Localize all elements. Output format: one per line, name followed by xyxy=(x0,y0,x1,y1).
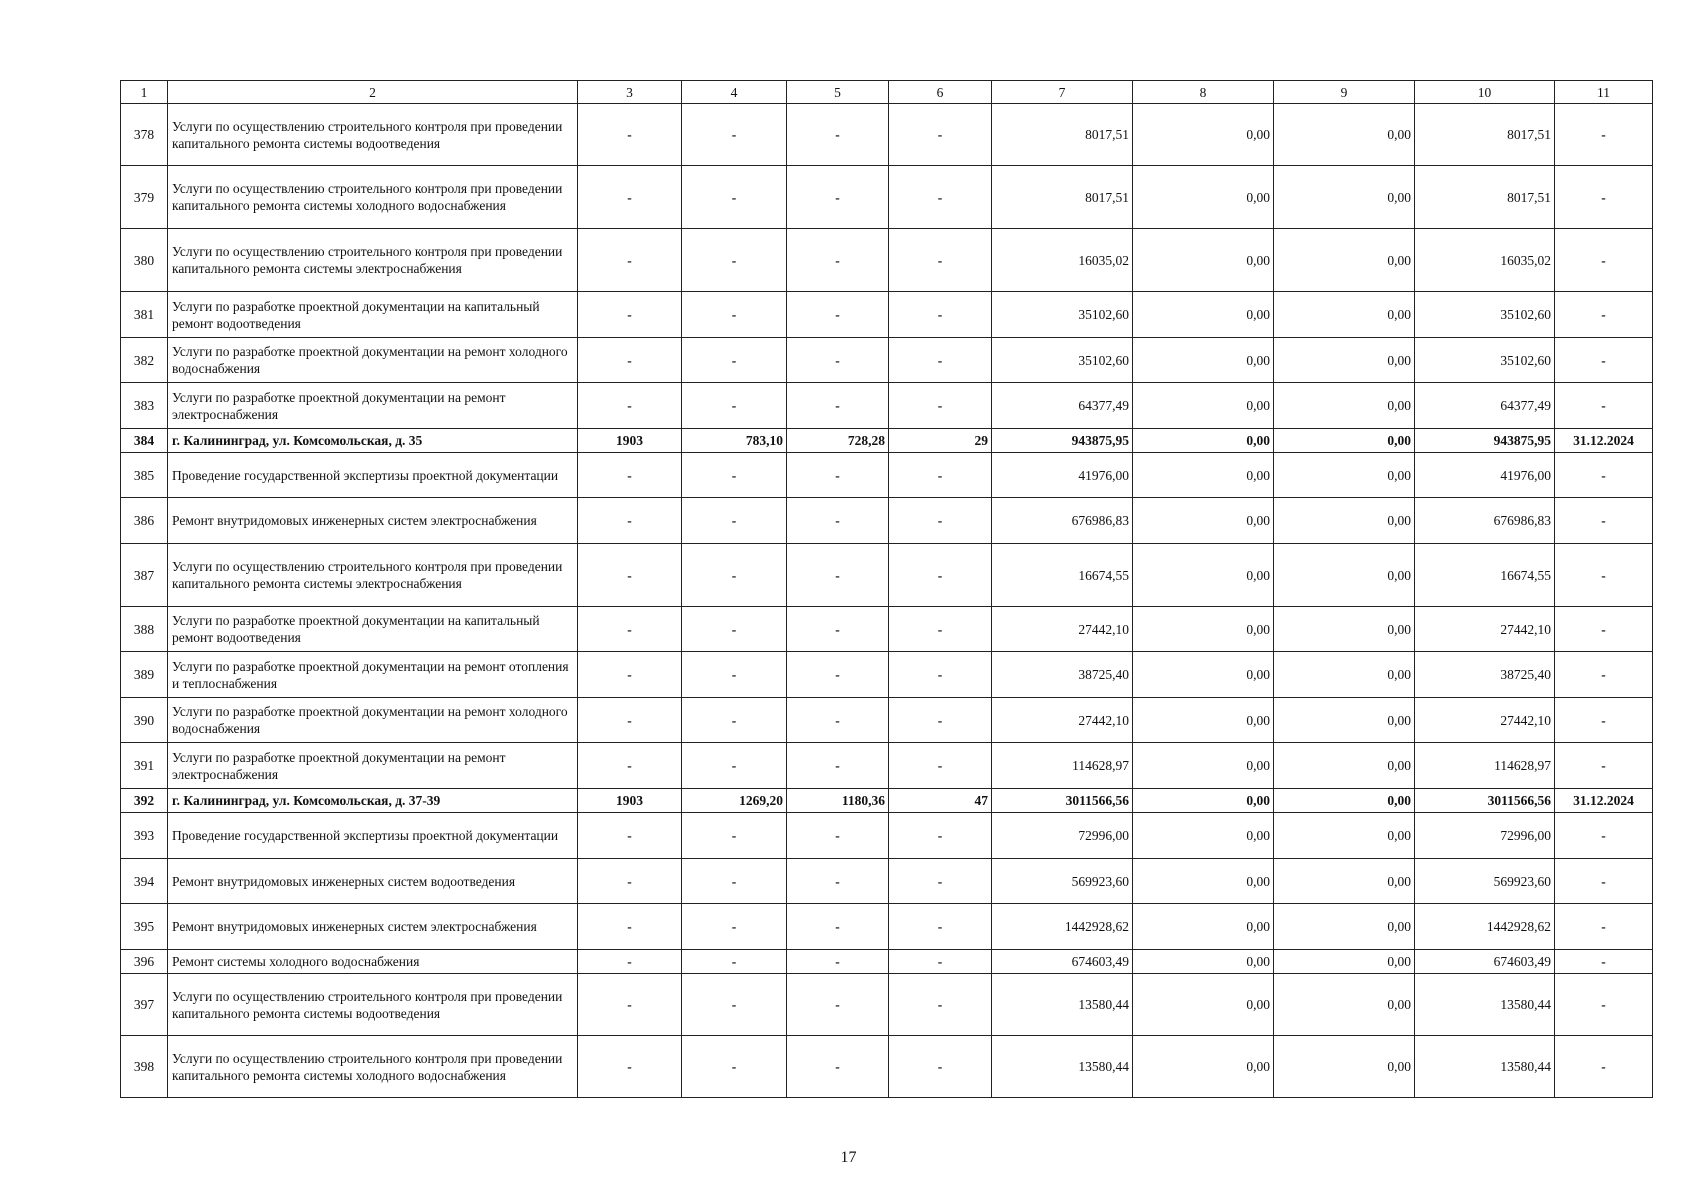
row-number-cell: 387 xyxy=(121,544,168,607)
col-11-cell: - xyxy=(1555,813,1653,859)
row-number-cell: 381 xyxy=(121,292,168,338)
col-9-cell: 0,00 xyxy=(1274,813,1415,859)
table-row xyxy=(121,453,1653,498)
table-row xyxy=(121,698,1653,743)
header-cell: 1 xyxy=(121,81,168,104)
col-7-cell: 16674,55 xyxy=(992,544,1133,607)
col-11-cell: - xyxy=(1555,652,1653,698)
col-11-cell: - xyxy=(1555,498,1653,544)
col-3-cell: - xyxy=(578,974,682,1036)
col-3-cell: - xyxy=(578,229,682,292)
col-8-cell: 0,00 xyxy=(1133,813,1274,859)
col-7-cell: 676986,83 xyxy=(992,498,1133,544)
col-10-cell: 27442,10 xyxy=(1415,698,1555,743)
capital-repair-table xyxy=(120,80,1653,1098)
col-4-cell: 1269,20 xyxy=(682,789,787,813)
col-4-cell: - xyxy=(682,974,787,1036)
item-name-cell: Ремонт внутридомовых инженерных систем водоотведения xyxy=(168,859,578,904)
col-3-cell: - xyxy=(578,859,682,904)
col-4-cell: - xyxy=(682,544,787,607)
col-6-cell: - xyxy=(889,1036,992,1098)
col-8-cell: 0,00 xyxy=(1133,229,1274,292)
col-3-cell: - xyxy=(578,453,682,498)
col-7-cell: 35102,60 xyxy=(992,338,1133,383)
row-number-cell: 382 xyxy=(121,338,168,383)
col-6-cell: - xyxy=(889,338,992,383)
header-cell: 8 xyxy=(1133,81,1274,104)
col-11-cell: - xyxy=(1555,292,1653,338)
col-6-cell: - xyxy=(889,383,992,429)
col-9-cell: 0,00 xyxy=(1274,429,1415,453)
item-name-cell: Услуги по осуществлению строительного контроля при проведении капитального ремонта системы водоотведения xyxy=(168,104,578,166)
col-3-cell: - xyxy=(578,104,682,166)
col-3-cell: 1903 xyxy=(578,429,682,453)
row-number-cell: 398 xyxy=(121,1036,168,1098)
col-10-cell: 38725,40 xyxy=(1415,652,1555,698)
row-number-cell: 385 xyxy=(121,453,168,498)
col-10-cell: 35102,60 xyxy=(1415,338,1555,383)
col-5-cell: - xyxy=(787,338,889,383)
item-name-cell: Ремонт системы холодного водоснабжения xyxy=(168,950,578,974)
row-number-cell: 389 xyxy=(121,652,168,698)
col-10-cell: 1442928,62 xyxy=(1415,904,1555,950)
table-row xyxy=(121,104,1653,166)
col-5-cell: - xyxy=(787,104,889,166)
col-11-cell: 31.12.2024 xyxy=(1555,429,1653,453)
col-10-cell: 13580,44 xyxy=(1415,1036,1555,1098)
item-name-cell: Услуги по осуществлению строительного контроля при проведении капитального ремонта системы водоотведения xyxy=(168,974,578,1036)
col-8-cell: 0,00 xyxy=(1133,498,1274,544)
table-row xyxy=(121,229,1653,292)
col-8-cell: 0,00 xyxy=(1133,453,1274,498)
item-name-cell: Услуги по разработке проектной документации на ремонт электроснабжения xyxy=(168,383,578,429)
col-11-cell: - xyxy=(1555,229,1653,292)
item-name-cell: Услуги по разработке проектной документации на капитальный ремонт водоотведения xyxy=(168,292,578,338)
table-row xyxy=(121,859,1653,904)
col-4-cell: - xyxy=(682,498,787,544)
col-10-cell: 16674,55 xyxy=(1415,544,1555,607)
col-8-cell: 0,00 xyxy=(1133,743,1274,789)
col-7-cell: 38725,40 xyxy=(992,652,1133,698)
col-7-cell: 3011566,56 xyxy=(992,789,1133,813)
col-9-cell: 0,00 xyxy=(1274,950,1415,974)
col-8-cell: 0,00 xyxy=(1133,698,1274,743)
col-3-cell: - xyxy=(578,544,682,607)
col-7-cell: 72996,00 xyxy=(992,813,1133,859)
col-8-cell: 0,00 xyxy=(1133,859,1274,904)
col-6-cell: - xyxy=(889,698,992,743)
col-8-cell: 0,00 xyxy=(1133,1036,1274,1098)
row-number-cell: 390 xyxy=(121,698,168,743)
col-10-cell: 64377,49 xyxy=(1415,383,1555,429)
col-10-cell: 35102,60 xyxy=(1415,292,1555,338)
row-number-cell: 395 xyxy=(121,904,168,950)
col-9-cell: 0,00 xyxy=(1274,904,1415,950)
col-6-cell: 47 xyxy=(889,789,992,813)
col-11-cell: - xyxy=(1555,383,1653,429)
col-4-cell: - xyxy=(682,104,787,166)
col-8-cell: 0,00 xyxy=(1133,104,1274,166)
table-body xyxy=(121,104,1653,1098)
col-9-cell: 0,00 xyxy=(1274,859,1415,904)
item-name-cell: Услуги по разработке проектной документации на ремонт холодного водоснабжения xyxy=(168,338,578,383)
item-name-cell: Проведение государственной экспертизы проектной документации xyxy=(168,813,578,859)
col-7-cell: 16035,02 xyxy=(992,229,1133,292)
row-number-cell: 394 xyxy=(121,859,168,904)
col-4-cell: - xyxy=(682,652,787,698)
col-5-cell: - xyxy=(787,544,889,607)
row-number-cell: 380 xyxy=(121,229,168,292)
col-5-cell: - xyxy=(787,974,889,1036)
table-row xyxy=(121,743,1653,789)
col-5-cell: - xyxy=(787,292,889,338)
col-7-cell: 64377,49 xyxy=(992,383,1133,429)
col-3-cell: - xyxy=(578,950,682,974)
col-9-cell: 0,00 xyxy=(1274,498,1415,544)
col-9-cell: 0,00 xyxy=(1274,453,1415,498)
col-6-cell: - xyxy=(889,950,992,974)
col-5-cell: - xyxy=(787,607,889,652)
col-6-cell: - xyxy=(889,904,992,950)
table-row xyxy=(121,950,1653,974)
header-cell: 9 xyxy=(1274,81,1415,104)
row-number-cell: 393 xyxy=(121,813,168,859)
col-8-cell: 0,00 xyxy=(1133,974,1274,1036)
col-6-cell: - xyxy=(889,104,992,166)
col-10-cell: 114628,97 xyxy=(1415,743,1555,789)
col-5-cell: - xyxy=(787,383,889,429)
table-row xyxy=(121,338,1653,383)
item-name-cell: Услуги по осуществлению строительного контроля при проведении капитального ремонта системы холодного водоснабжения xyxy=(168,166,578,229)
col-10-cell: 16035,02 xyxy=(1415,229,1555,292)
item-name-cell: Услуги по осуществлению строительного контроля при проведении капитального ремонта системы холодного водоснабжения xyxy=(168,1036,578,1098)
item-name-cell: Ремонт внутридомовых инженерных систем электроснабжения xyxy=(168,498,578,544)
row-number-cell: 396 xyxy=(121,950,168,974)
col-6-cell: - xyxy=(889,292,992,338)
col-8-cell: 0,00 xyxy=(1133,544,1274,607)
table-row xyxy=(121,1036,1653,1098)
col-11-cell: - xyxy=(1555,1036,1653,1098)
col-4-cell: - xyxy=(682,166,787,229)
table-row xyxy=(121,429,1653,453)
col-3-cell: - xyxy=(578,292,682,338)
col-6-cell: 29 xyxy=(889,429,992,453)
col-11-cell: - xyxy=(1555,453,1653,498)
col-6-cell: - xyxy=(889,652,992,698)
col-3-cell: - xyxy=(578,813,682,859)
col-5-cell: - xyxy=(787,652,889,698)
col-8-cell: 0,00 xyxy=(1133,338,1274,383)
col-11-cell: 31.12.2024 xyxy=(1555,789,1653,813)
col-3-cell: - xyxy=(578,743,682,789)
col-10-cell: 8017,51 xyxy=(1415,166,1555,229)
col-11-cell: - xyxy=(1555,904,1653,950)
col-7-cell: 27442,10 xyxy=(992,698,1133,743)
col-9-cell: 0,00 xyxy=(1274,229,1415,292)
col-10-cell: 943875,95 xyxy=(1415,429,1555,453)
col-8-cell: 0,00 xyxy=(1133,950,1274,974)
header-cell: 4 xyxy=(682,81,787,104)
col-4-cell: - xyxy=(682,338,787,383)
col-5-cell: 1180,36 xyxy=(787,789,889,813)
col-6-cell: - xyxy=(889,544,992,607)
col-7-cell: 8017,51 xyxy=(992,104,1133,166)
col-4-cell: - xyxy=(682,904,787,950)
col-4-cell: - xyxy=(682,813,787,859)
col-3-cell: - xyxy=(578,652,682,698)
col-3-cell: - xyxy=(578,498,682,544)
col-10-cell: 3011566,56 xyxy=(1415,789,1555,813)
col-5-cell: - xyxy=(787,1036,889,1098)
col-6-cell: - xyxy=(889,974,992,1036)
col-6-cell: - xyxy=(889,743,992,789)
col-9-cell: 0,00 xyxy=(1274,698,1415,743)
col-11-cell: - xyxy=(1555,338,1653,383)
col-6-cell: - xyxy=(889,498,992,544)
row-number-cell: 379 xyxy=(121,166,168,229)
table-row xyxy=(121,383,1653,429)
col-3-cell: - xyxy=(578,338,682,383)
col-7-cell: 13580,44 xyxy=(992,974,1133,1036)
item-name-cell: г. Калининград, ул. Комсомольская, д. 37-39 xyxy=(168,789,578,813)
header-cell: 11 xyxy=(1555,81,1653,104)
col-10-cell: 676986,83 xyxy=(1415,498,1555,544)
col-4-cell: - xyxy=(682,453,787,498)
table-row xyxy=(121,544,1653,607)
table-row xyxy=(121,652,1653,698)
col-7-cell: 27442,10 xyxy=(992,607,1133,652)
column-number-header xyxy=(121,81,1653,104)
col-8-cell: 0,00 xyxy=(1133,383,1274,429)
col-5-cell: - xyxy=(787,453,889,498)
col-7-cell: 35102,60 xyxy=(992,292,1133,338)
col-9-cell: 0,00 xyxy=(1274,104,1415,166)
col-5-cell: - xyxy=(787,698,889,743)
row-number-cell: 391 xyxy=(121,743,168,789)
table-row xyxy=(121,813,1653,859)
row-number-cell: 392 xyxy=(121,789,168,813)
col-5-cell: - xyxy=(787,859,889,904)
col-3-cell: - xyxy=(578,698,682,743)
col-6-cell: - xyxy=(889,453,992,498)
col-7-cell: 569923,60 xyxy=(992,859,1133,904)
col-5-cell: - xyxy=(787,229,889,292)
col-5-cell: 728,28 xyxy=(787,429,889,453)
row-number-cell: 383 xyxy=(121,383,168,429)
item-name-cell: г. Калининград, ул. Комсомольская, д. 35 xyxy=(168,429,578,453)
col-3-cell: - xyxy=(578,383,682,429)
col-10-cell: 72996,00 xyxy=(1415,813,1555,859)
col-4-cell: - xyxy=(682,292,787,338)
document-sheet xyxy=(120,80,1652,1098)
col-9-cell: 0,00 xyxy=(1274,974,1415,1036)
col-5-cell: - xyxy=(787,498,889,544)
row-number-cell: 384 xyxy=(121,429,168,453)
col-3-cell: - xyxy=(578,1036,682,1098)
header-cell: 5 xyxy=(787,81,889,104)
col-4-cell: - xyxy=(682,1036,787,1098)
col-9-cell: 0,00 xyxy=(1274,743,1415,789)
col-9-cell: 0,00 xyxy=(1274,544,1415,607)
item-name-cell: Ремонт внутридомовых инженерных систем электроснабжения xyxy=(168,904,578,950)
col-6-cell: - xyxy=(889,166,992,229)
col-8-cell: 0,00 xyxy=(1133,789,1274,813)
item-name-cell: Услуги по разработке проектной документации на ремонт отопления и теплоснабжения xyxy=(168,652,578,698)
col-10-cell: 13580,44 xyxy=(1415,974,1555,1036)
item-name-cell: Услуги по разработке проектной документации на ремонт холодного водоснабжения xyxy=(168,698,578,743)
col-5-cell: - xyxy=(787,950,889,974)
header-cell: 3 xyxy=(578,81,682,104)
col-6-cell: - xyxy=(889,859,992,904)
col-3-cell: - xyxy=(578,904,682,950)
col-7-cell: 8017,51 xyxy=(992,166,1133,229)
col-11-cell: - xyxy=(1555,166,1653,229)
col-9-cell: 0,00 xyxy=(1274,292,1415,338)
col-3-cell: 1903 xyxy=(578,789,682,813)
col-5-cell: - xyxy=(787,743,889,789)
col-4-cell: - xyxy=(682,383,787,429)
item-name-cell: Проведение государственной экспертизы проектной документации xyxy=(168,453,578,498)
header-cell: 7 xyxy=(992,81,1133,104)
col-7-cell: 114628,97 xyxy=(992,743,1133,789)
col-9-cell: 0,00 xyxy=(1274,383,1415,429)
col-11-cell: - xyxy=(1555,974,1653,1036)
col-11-cell: - xyxy=(1555,607,1653,652)
col-6-cell: - xyxy=(889,813,992,859)
col-6-cell: - xyxy=(889,229,992,292)
col-8-cell: 0,00 xyxy=(1133,429,1274,453)
page-number: 17 xyxy=(840,1149,857,1166)
col-7-cell: 674603,49 xyxy=(992,950,1133,974)
col-11-cell: - xyxy=(1555,743,1653,789)
item-name-cell: Услуги по осуществлению строительного контроля при проведении капитального ремонта системы электроснабжения xyxy=(168,229,578,292)
col-9-cell: 0,00 xyxy=(1274,1036,1415,1098)
table-row xyxy=(121,292,1653,338)
col-4-cell: - xyxy=(682,607,787,652)
col-11-cell: - xyxy=(1555,104,1653,166)
col-7-cell: 1442928,62 xyxy=(992,904,1133,950)
row-number-cell: 397 xyxy=(121,974,168,1036)
col-5-cell: - xyxy=(787,166,889,229)
col-9-cell: 0,00 xyxy=(1274,607,1415,652)
col-10-cell: 8017,51 xyxy=(1415,104,1555,166)
col-11-cell: - xyxy=(1555,698,1653,743)
header-cell: 10 xyxy=(1415,81,1555,104)
col-4-cell: - xyxy=(682,698,787,743)
col-9-cell: 0,00 xyxy=(1274,789,1415,813)
col-6-cell: - xyxy=(889,607,992,652)
item-name-cell: Услуги по осуществлению строительного контроля при проведении капитального ремонта системы электроснабжения xyxy=(168,544,578,607)
col-8-cell: 0,00 xyxy=(1133,607,1274,652)
col-7-cell: 13580,44 xyxy=(992,1036,1133,1098)
col-8-cell: 0,00 xyxy=(1133,652,1274,698)
table-row xyxy=(121,498,1653,544)
table-row xyxy=(121,974,1653,1036)
col-10-cell: 41976,00 xyxy=(1415,453,1555,498)
col-7-cell: 41976,00 xyxy=(992,453,1133,498)
col-8-cell: 0,00 xyxy=(1133,166,1274,229)
col-11-cell: - xyxy=(1555,950,1653,974)
col-4-cell: - xyxy=(682,859,787,904)
col-5-cell: - xyxy=(787,813,889,859)
table-row xyxy=(121,904,1653,950)
col-4-cell: - xyxy=(682,743,787,789)
col-3-cell: - xyxy=(578,166,682,229)
col-8-cell: 0,00 xyxy=(1133,904,1274,950)
col-11-cell: - xyxy=(1555,859,1653,904)
col-4-cell: - xyxy=(682,950,787,974)
col-10-cell: 27442,10 xyxy=(1415,607,1555,652)
header-cell: 2 xyxy=(168,81,578,104)
row-number-cell: 386 xyxy=(121,498,168,544)
col-3-cell: - xyxy=(578,607,682,652)
col-9-cell: 0,00 xyxy=(1274,338,1415,383)
col-10-cell: 674603,49 xyxy=(1415,950,1555,974)
col-4-cell: - xyxy=(682,229,787,292)
table-row xyxy=(121,789,1653,813)
row-number-cell: 388 xyxy=(121,607,168,652)
row-number-cell: 378 xyxy=(121,104,168,166)
table-row xyxy=(121,166,1653,229)
table-row xyxy=(121,607,1653,652)
col-8-cell: 0,00 xyxy=(1133,292,1274,338)
header-cell: 6 xyxy=(889,81,992,104)
col-5-cell: - xyxy=(787,904,889,950)
col-9-cell: 0,00 xyxy=(1274,166,1415,229)
col-4-cell: 783,10 xyxy=(682,429,787,453)
col-10-cell: 569923,60 xyxy=(1415,859,1555,904)
item-name-cell: Услуги по разработке проектной документации на капитальный ремонт водоотведения xyxy=(168,607,578,652)
item-name-cell: Услуги по разработке проектной документации на ремонт электроснабжения xyxy=(168,743,578,789)
col-11-cell: - xyxy=(1555,544,1653,607)
col-7-cell: 943875,95 xyxy=(992,429,1133,453)
col-9-cell: 0,00 xyxy=(1274,652,1415,698)
